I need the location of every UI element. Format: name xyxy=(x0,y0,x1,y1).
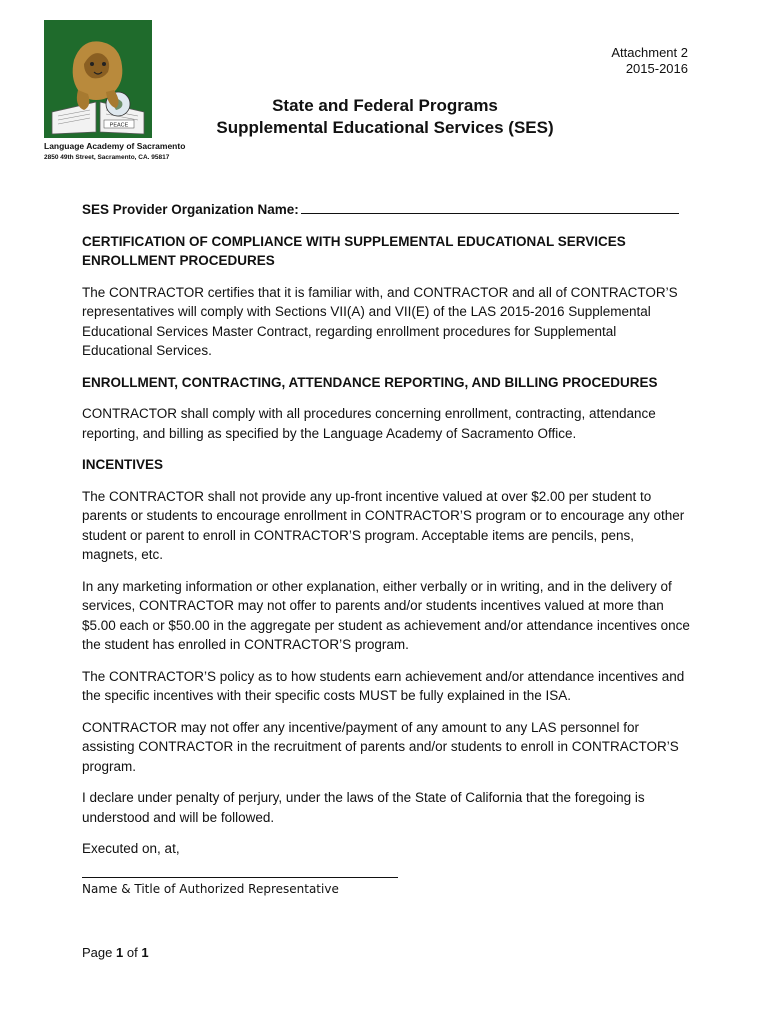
signature-caption: Name & Title of Authorized Representative xyxy=(82,882,339,896)
attachment-year: 2015-2016 xyxy=(625,61,688,76)
school-logo xyxy=(44,20,152,138)
executed-on-line: Executed on, at, xyxy=(82,841,180,856)
paragraph-marketing: In any marketing information or other explanation, either verbally or in writing, and in the delivery of services, CONTRACTOR may not offer to parents and/or students incentives valued at more than $5.00 each or $50.00 in the aggregate per student as achievement and/or attendance incentives once the student has enrolled in CONTRACTOR’S program. xyxy=(82,578,690,652)
org-address: 2850 49th Street, Sacramento, CA. 95817 xyxy=(44,154,170,161)
logo-banner-text: PEACE xyxy=(109,122,129,129)
attachment-block xyxy=(611,45,688,77)
puma-logo-icon xyxy=(44,20,152,138)
title-line-1: State and Federal Programs xyxy=(272,96,498,115)
provider-name-blank[interactable] xyxy=(301,199,679,214)
paragraph-personnel: CONTRACTOR may not offer any incentive/payment of any amount to any LAS personnel for assisting CONTRACTOR in the recruitment of parents and/or students to enroll in CONTRACTOR’S program. xyxy=(82,719,679,774)
provider-name-label: SES Provider Organization Name: xyxy=(82,202,299,217)
paragraph-declaration: I declare under penalty of perjury, under the laws of the State of California that the foregoing is understood and will be followed. xyxy=(82,790,645,825)
paragraph-certification: The CONTRACTOR certifies that it is familiar with, and CONTRACTOR and all of CONTRACTOR’S representatives will comply with Sections VII(A) and VII(E) of the LAS 2015-2016 Supplemental Educational Services Master Contract, regarding enrollment procedures for Supplemental Educational Services. xyxy=(82,284,678,358)
page-total: 1 xyxy=(141,945,149,960)
signature-line[interactable] xyxy=(82,877,398,878)
paragraph-upfront-incentive: The CONTRACTOR shall not provide any up-front incentive valued at over $2.00 per student to parents or students to encourage enrollment in CONTRACTOR’S program or to encourage any other student or parent to enroll in CONTRACTOR’S program. Acceptable items are pencils, pens, magnets, etc. xyxy=(82,488,685,562)
section-heading-enrollment: ENROLLMENT, CONTRACTING, ATTENDANCE REPORTING, AND BILLING PROCEDURES xyxy=(82,374,658,390)
attachment-label: Attachment 2 xyxy=(611,45,688,60)
page-number: 1 xyxy=(116,945,124,960)
paragraph-enrollment: CONTRACTOR shall comply with all procedures concerning enrollment, contracting, attendance reporting, and billing as specified by the Language Academy of Sacramento Office. xyxy=(82,406,656,441)
of-word: of xyxy=(126,945,138,960)
section-heading-incentives: INCENTIVES xyxy=(82,457,164,472)
paragraph-policy: The CONTRACTOR’S policy as to how students earn achievement and/or attendance incentives and the specific incentives with their specific costs MUST be fully explained in the ISA. xyxy=(82,668,685,703)
provider-name-field xyxy=(82,199,690,220)
document-body xyxy=(82,199,690,871)
document-title xyxy=(160,95,610,139)
title-line-2: Supplemental Educational Services (SES) xyxy=(216,118,554,137)
page-footer xyxy=(82,945,149,960)
page-word: Page xyxy=(82,945,113,960)
org-name: Language Academy of Sacramento xyxy=(44,141,186,151)
section-heading-certification: CERTIFICATION OF COMPLIANCE WITH SUPPLEMENTAL EDUCATIONAL SERVICES ENROLLMENT PROCEDURES xyxy=(82,233,626,268)
